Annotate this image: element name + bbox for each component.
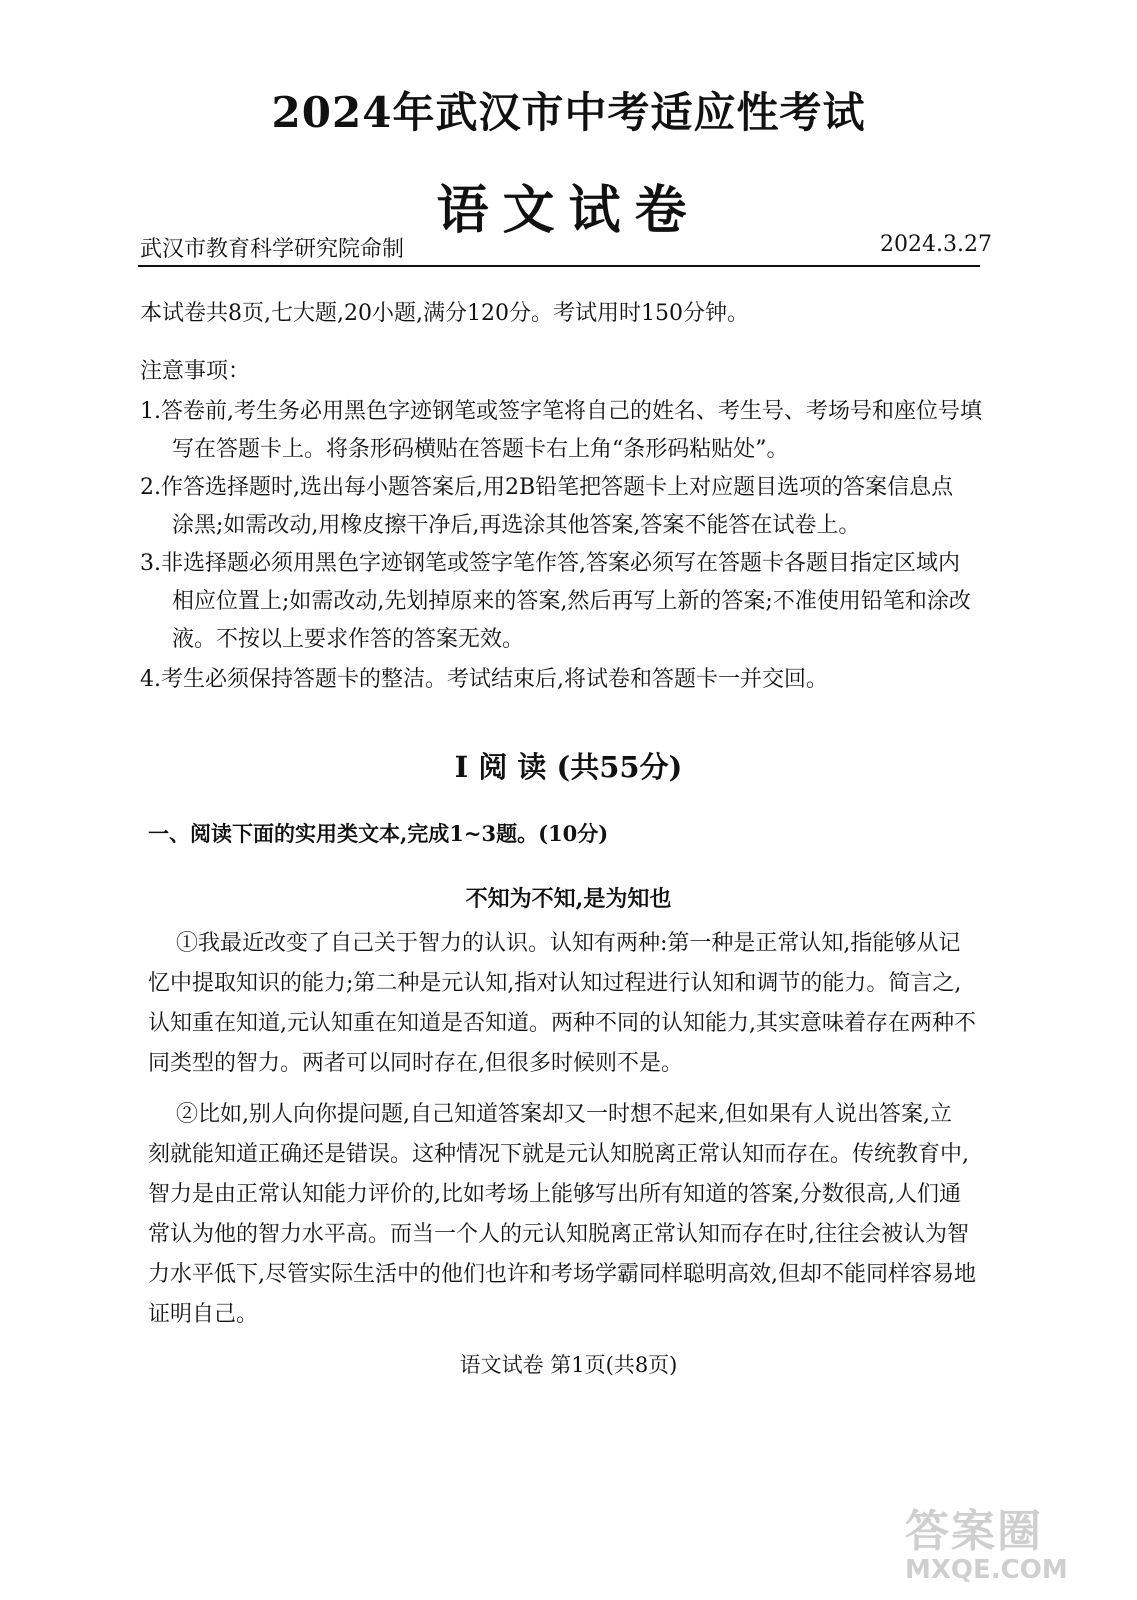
article-line: ①我最近改变了自己关于智力的认识。认知有两种:第一种是正常认知,指能够从记 bbox=[176, 931, 961, 956]
note-line: 涂黑;如需改动,用橡皮擦干净后,再选涂其他答案,答案不能答在试卷上。 bbox=[172, 513, 861, 538]
exam-title: 2024年武汉市中考适应性考试 bbox=[271, 88, 866, 137]
article-line: 忆中提取知识的能力;第二种是元认知,指对认知过程进行认知和调节的能力。简言之, bbox=[148, 971, 962, 996]
notes-heading: 注意事项： bbox=[140, 359, 251, 384]
article-line: 力水平低下,尽管实际生活中的他们也许和考场学霸同样聪明高效,但却不能同样容易地 bbox=[148, 1262, 976, 1287]
article-line: 证明自己。 bbox=[148, 1302, 259, 1327]
watermark-domain: MXQE.COM bbox=[905, 1555, 1068, 1585]
article-line: ②比如,别人向你提问题,自己知道答案却又一时想不起来,但如果有人说出答案,立 bbox=[176, 1102, 952, 1127]
watermark-text: 答案圈 bbox=[905, 1506, 1043, 1557]
article-line: 刻就能知道正确还是错误。这种情况下就是元认知脱离正常认知而存在。传统教育中, bbox=[148, 1142, 969, 1167]
note-line: 相应位置上;如需改动,先划掉原来的答案,然后再写上新的答案;不准使用铅笔和涂改 bbox=[172, 589, 971, 614]
article-line: 常认为他的智力水平高。而当一个人的元认知脱离正常认知而存在时,往往会被认为智 bbox=[148, 1222, 969, 1247]
watermark-logo bbox=[905, 1495, 1105, 1595]
note-line: 2.作答选择题时,选出每小题答案后,用2B铅笔把答题卡上对应题目选项的答案信息点 bbox=[140, 475, 954, 500]
note-line: 3.非选择题必须用黑色字迹钢笔或签字笔作答,答案必须写在答题卡各题目指定区域内 bbox=[140, 551, 960, 576]
article-title: 不知为不知,是为知也 bbox=[465, 886, 672, 912]
note-line: 1.答卷前,考生务必用黑色字迹钢笔或签字笔将自己的姓名、考生号、考场号和座位号填 bbox=[140, 399, 982, 424]
article-line: 认知重在知道,元认知重在知道是否知道。两种不同的认知能力,其实意味着存在两种不 bbox=[148, 1011, 976, 1036]
article-line: 同类型的智力。两者可以同时存在,但很多时候则不是。 bbox=[148, 1051, 683, 1076]
section-heading: I 阅 读 (共55分) bbox=[454, 750, 683, 784]
intro-text: 本试卷共8页,七大题,20小题,满分120分。考试用时150分钟。 bbox=[140, 301, 749, 326]
question-instruction: 一、阅读下面的实用类文本,完成1~3题。(10分) bbox=[148, 821, 609, 846]
exam-date: 2024.3.27 bbox=[880, 232, 992, 257]
note-line: 写在答题卡上。将条形码横贴在答题卡右上角“条形码粘贴处”。 bbox=[172, 437, 789, 462]
note-line: 液。不按以上要求作答的答案无效。 bbox=[172, 627, 525, 652]
issuer-label: 武汉市教育科学研究院命制 bbox=[140, 237, 405, 262]
header-divider bbox=[138, 265, 980, 267]
article-line: 智力是由正常认知能力评价的,比如考场上能够写出所有知道的答案,分数很高,人们通 bbox=[148, 1182, 961, 1207]
note-line: 4.考生必须保持答题卡的整洁。考试结束后,将试卷和答题卡一并交回。 bbox=[140, 667, 828, 692]
page-footer: 语文试卷 第1页(共8页) bbox=[459, 1353, 678, 1377]
exam-subject-title: 语文试卷 bbox=[436, 180, 701, 241]
